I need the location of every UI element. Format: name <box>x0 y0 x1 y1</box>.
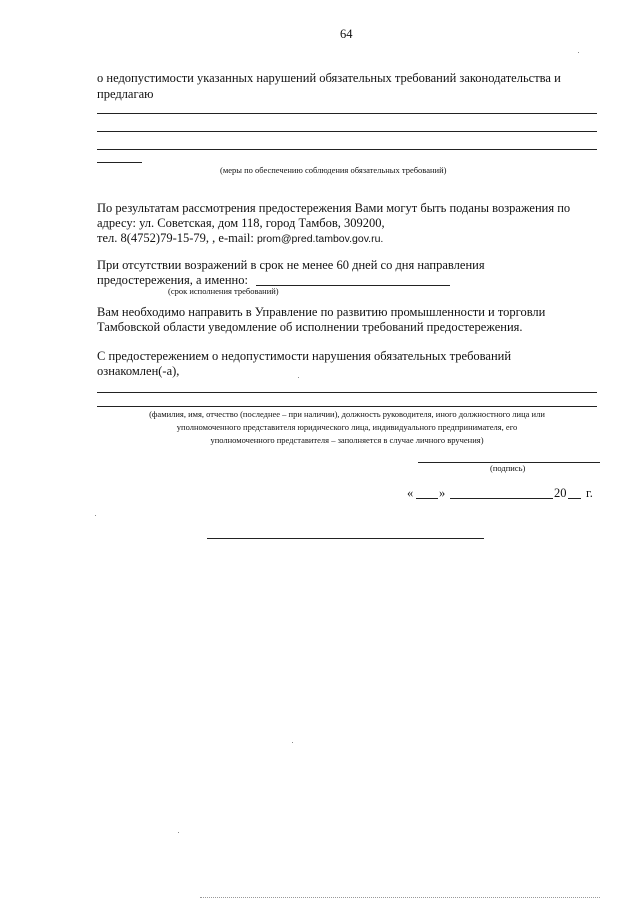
paragraph-2-line-2: адресу: ул. Советская, дом 118, город Тамбов, 309200, <box>97 216 385 230</box>
scan-speck <box>578 52 579 53</box>
contact-phone-text: тел. 8(4752)79-15-79, , e-mail: <box>97 231 257 245</box>
date-year-fill-line <box>568 498 581 499</box>
scan-speck <box>298 377 299 378</box>
fio-fill-line-1 <box>97 392 597 393</box>
measures-fill-line-1 <box>97 113 597 114</box>
measures-fill-line-3 <box>97 149 597 150</box>
fio-caption-line-3: уполномоченного представителя – заполняется в случае личного вручения) <box>210 435 484 445</box>
scan-edge-artifact <box>200 897 600 898</box>
date-year-suffix: г. <box>586 486 593 500</box>
paragraph-4-line-1: Вам необходимо направить в Управление по развитию промышленности и торговли <box>97 305 546 319</box>
paragraph-1-line-2: предлагаю <box>97 87 154 101</box>
paragraph-5-line-1: С предостережением о недопустимости нарушения обязательных требований <box>97 349 512 363</box>
measures-fill-line-2 <box>97 131 597 132</box>
deadline-fill-line <box>256 285 450 286</box>
paragraph-3-line-2: предостережения, а именно: <box>97 273 248 287</box>
fio-caption-line-1: (фамилия, имя, отчество (последнее – при наличии), должность руководителя, иного должностного лица или <box>149 409 545 419</box>
paragraph-3-line-1: При отсутствии возражений в срок не менее 60 дней со дня направления <box>97 258 485 272</box>
scan-speck <box>178 832 179 833</box>
measures-fill-line-4 <box>97 162 142 163</box>
page-number: 64 <box>340 27 353 41</box>
date-close-quote: » <box>439 486 446 500</box>
contact-email: prom@pred.tambov.gov.ru. <box>256 233 384 245</box>
fio-caption-line-2: уполномоченного представителя юридического лица, индивидуального предпринимателя, его <box>176 422 518 432</box>
paragraph-2-line-3 <box>97 230 383 247</box>
date-open-quote: « <box>407 486 414 500</box>
paragraph-4-line-2: Тамбовской области уведомление об исполнении требований предостережения. <box>97 320 523 334</box>
scan-speck <box>292 742 293 743</box>
closing-separator-line <box>207 538 484 539</box>
paragraph-1-line-1: о недопустимости указанных нарушений обязательных требований законодательства и <box>97 71 561 85</box>
date-day-fill-line <box>416 498 438 499</box>
fio-fill-line-2 <box>97 406 597 407</box>
paragraph-2-line-1: По результатам рассмотрения предостережения Вами могут быть поданы возражения по <box>97 201 571 215</box>
measures-caption: (меры по обеспечению соблюдения обязательных требований) <box>220 165 447 175</box>
signature-caption: (подпись) <box>490 463 526 473</box>
date-month-fill-line <box>450 498 553 499</box>
deadline-caption: (срок исполнения требований) <box>168 286 279 296</box>
scan-speck <box>95 515 96 516</box>
paragraph-5-line-2: ознакомлен(-а), <box>97 364 180 378</box>
date-year-prefix: 20 <box>554 486 567 500</box>
